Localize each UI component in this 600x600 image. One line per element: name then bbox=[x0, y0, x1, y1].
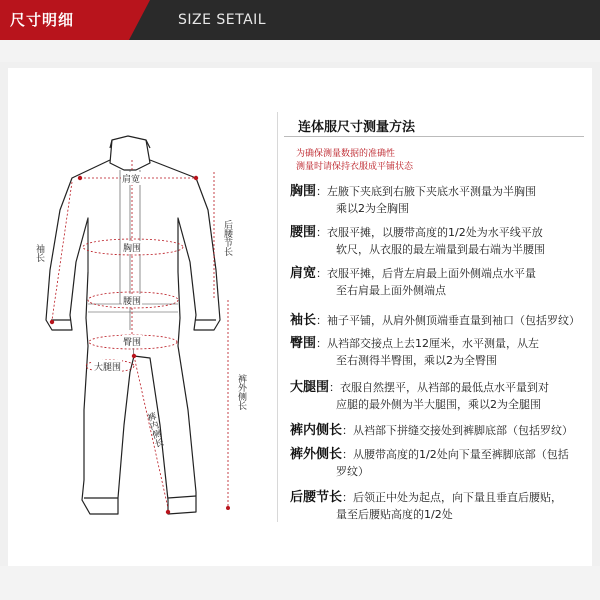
item-label: 袖长 bbox=[290, 313, 317, 328]
method-item-chest bbox=[290, 183, 590, 217]
top-band bbox=[0, 40, 600, 62]
item-label: 后腰节长 bbox=[290, 490, 343, 505]
divider bbox=[277, 112, 278, 522]
header-banner bbox=[0, 0, 600, 40]
label-back-waist: 后腰节长 bbox=[222, 220, 232, 256]
item-label: 腰围 bbox=[290, 225, 317, 240]
label-outseam: 裤外侧长 bbox=[236, 374, 246, 410]
note-line-1: 为确保测量数据的准确性 bbox=[296, 149, 396, 159]
item-label: 裤内侧长 bbox=[290, 423, 343, 438]
label-hip: 臀围 bbox=[122, 335, 142, 348]
jumpsuit-illustration bbox=[0, 90, 270, 530]
label-thigh: 大腿围 bbox=[93, 360, 122, 373]
item-text: ：后领正中处为起点，向下量且垂直后腰贴， bbox=[342, 491, 563, 504]
item-text-cont: 至右肩最上面外侧端点 bbox=[336, 284, 446, 297]
header-title-cn: 尺寸明细 bbox=[10, 11, 75, 29]
item-label: 裤外侧长 bbox=[290, 447, 343, 462]
item-text: ：衣服自然摆平，从裆部的最低点水平量到对 bbox=[329, 381, 550, 394]
item-text-cont: 应腿的最外侧为半大腿围，乘以2为全腿围 bbox=[336, 398, 541, 411]
label-shoulder: 肩宽 bbox=[121, 172, 141, 185]
item-label: 胸围 bbox=[290, 184, 317, 199]
item-text: ：左腋下夹底到右腋下夹底水平测量为半胸围 bbox=[316, 185, 537, 198]
item-label: 大腿围 bbox=[290, 380, 330, 395]
item-text-cont: 量至后腰贴高度的1/2处 bbox=[336, 508, 453, 521]
item-text: ：从裆部交接点上去12厘米，水平测量，从左 bbox=[316, 337, 540, 350]
item-label: 臀围 bbox=[290, 336, 317, 351]
header-title-en: SIZE SETAIL bbox=[178, 12, 267, 28]
method-item-shoulder bbox=[290, 265, 590, 299]
method-item-back-waist bbox=[290, 489, 590, 523]
bottom-band bbox=[0, 566, 600, 600]
item-label: 肩宽 bbox=[290, 266, 317, 281]
method-title: 连体服尺寸测量方法 bbox=[298, 120, 416, 135]
item-text: ：衣服平摊，后背左肩最上面外侧端点水平量 bbox=[316, 267, 537, 280]
item-text-cont: 至右测得半臀围，乘以2为全臀围 bbox=[336, 354, 497, 367]
title-underline bbox=[284, 136, 584, 137]
method-item-sleeve bbox=[290, 312, 590, 329]
item-text: ：衣服平摊，以腰带高度的1/2处为水平线平放 bbox=[316, 226, 543, 239]
method-item-outseam bbox=[290, 446, 590, 480]
label-waist: 腰围 bbox=[122, 294, 142, 307]
item-text: ：袖子平铺，从肩外侧顶端垂直量到袖口（包括罗纹） bbox=[316, 314, 581, 327]
label-sleeve: 袖长 bbox=[34, 244, 44, 262]
label-inseam: 裤内侧长 bbox=[144, 411, 164, 449]
item-text: ：从裆部下拼缝交接处到裤脚底部（包括罗纹） bbox=[342, 424, 574, 437]
method-item-inseam bbox=[290, 422, 590, 439]
item-text-cont: 乘以2为全胸围 bbox=[336, 202, 409, 215]
method-item-thigh bbox=[290, 379, 590, 413]
item-text-cont: 软尺，从衣服的最左端量到最右端为半腰围 bbox=[336, 243, 545, 256]
item-text-cont: 罗纹） bbox=[336, 465, 369, 478]
item-text: ：从腰带高度的1/2处向下量至裤脚底部（包括 bbox=[342, 448, 569, 461]
method-item-hip bbox=[290, 335, 590, 369]
method-item-waist bbox=[290, 224, 590, 258]
label-chest: 胸围 bbox=[122, 241, 142, 254]
note-line-2: 测量时请保持衣服成平铺状态 bbox=[296, 162, 414, 172]
